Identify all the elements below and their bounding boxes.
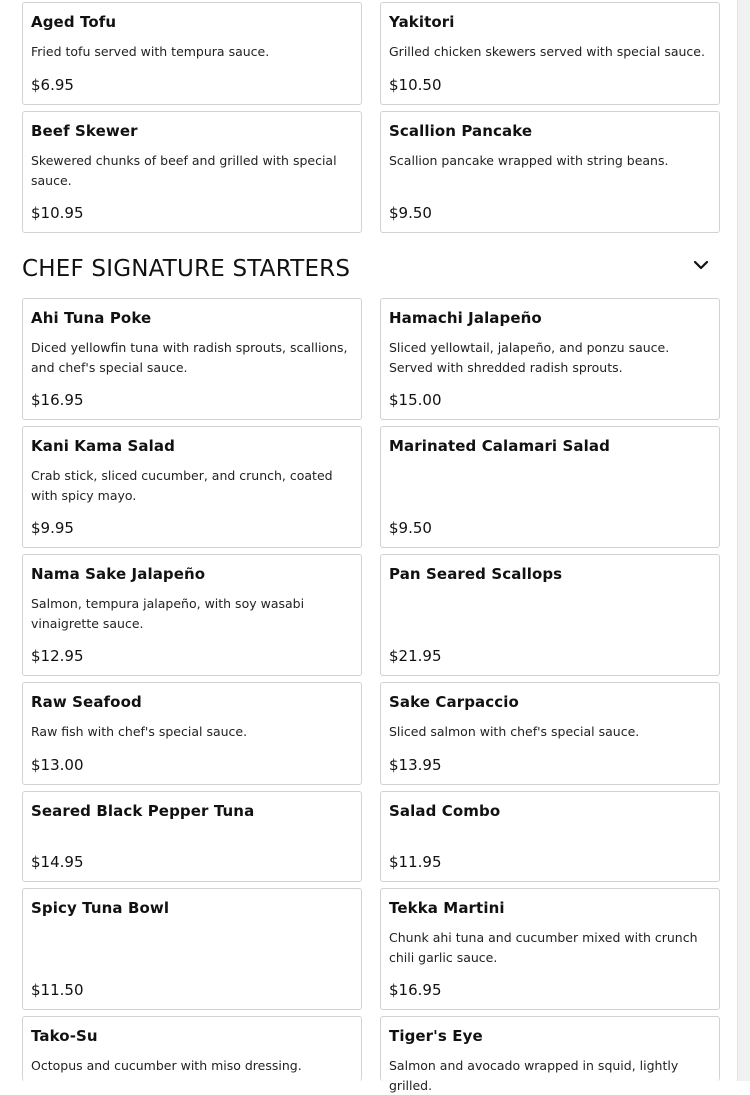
menu-item-description: Sliced salmon with chef's special sauce.	[389, 724, 640, 739]
menu-item-card[interactable]	[380, 1016, 720, 1093]
menu-item-name: Nama Sake Jalapeño	[31, 565, 206, 583]
menu-item-card[interactable]	[380, 791, 720, 882]
menu-item-name: Seared Black Pepper Tuna	[31, 802, 255, 820]
menu-item-description: Salmon, tempura jalapeño, with soy wasabi vinaigrette sauce.	[31, 596, 305, 631]
chevron-down-icon[interactable]	[692, 256, 710, 274]
menu-item-card[interactable]	[22, 682, 362, 785]
menu-item-card[interactable]	[380, 426, 720, 548]
menu-item-name: Aged Tofu	[31, 13, 117, 31]
section-header[interactable]	[22, 252, 720, 286]
menu-item-card[interactable]	[22, 791, 362, 882]
menu-item-name: Tekka Martini	[389, 899, 505, 917]
menu-item-description: Salmon and avocado wrapped in squid, lightly grilled.	[389, 1058, 679, 1093]
menu-item-card[interactable]	[22, 426, 362, 548]
menu-item-card[interactable]	[22, 2, 362, 105]
menu-item-price: $12.95	[31, 647, 84, 665]
menu-item-name: Spicy Tuna Bowl	[31, 899, 170, 917]
menu-item-name: Ahi Tuna Poke	[31, 309, 152, 327]
menu-item-card[interactable]	[22, 1016, 362, 1081]
menu-item-description: Grilled chicken skewers served with special sauce.	[389, 44, 705, 59]
menu-item-name: Hamachi Jalapeño	[389, 309, 542, 327]
menu-item-name: Kani Kama Salad	[31, 437, 175, 455]
menu-item-card[interactable]	[22, 111, 362, 233]
menu-item-description: Diced yellowfin tuna with radish sprouts, scallions, and chef's special sauce.	[31, 340, 348, 375]
section-title: CHEF SIGNATURE STARTERS	[22, 256, 351, 282]
menu-item-card[interactable]	[380, 554, 720, 676]
menu-item-price: $6.95	[31, 76, 74, 94]
menu-item-price: $16.95	[389, 981, 442, 999]
menu-item-description: Sliced yellowtail, jalapeño, and ponzu sauce. Served with shredded radish sprouts.	[389, 340, 670, 375]
menu-item-price: $9.95	[31, 519, 74, 537]
menu-item-name: Tiger's Eye	[389, 1027, 483, 1045]
menu-row	[22, 554, 720, 676]
menu-item-price: $11.95	[389, 853, 442, 871]
menu-item-card[interactable]	[380, 888, 720, 1010]
menu-item-price: $9.50	[389, 204, 432, 222]
menu-item-description: Octopus and cucumber with miso dressing.	[31, 1058, 302, 1073]
menu-item-name: Raw Seafood	[31, 693, 142, 711]
menu-item-description: Skewered chunks of beef and grilled with special sauce.	[31, 153, 337, 188]
menu-item-description: Chunk ahi tuna and cucumber mixed with crunch chili garlic sauce.	[389, 930, 698, 965]
menu-item-card[interactable]	[380, 111, 720, 233]
menu-item-name: Pan Seared Scallops	[389, 565, 563, 583]
menu-item-card[interactable]	[380, 682, 720, 785]
menu-item-price: $10.50	[389, 76, 442, 94]
menu-item-price: $13.95	[389, 756, 442, 774]
menu-item-price: $13.00	[31, 756, 84, 774]
menu-item-price: $14.95	[31, 853, 84, 871]
menu-item-description: Raw fish with chef's special sauce.	[31, 724, 248, 739]
menu-item-name: Marinated Calamari Salad	[389, 437, 610, 455]
menu-row	[22, 111, 720, 233]
menu-item-name: Salad Combo	[389, 802, 501, 820]
menu-item-price: $9.50	[389, 519, 432, 537]
menu-row	[22, 791, 720, 882]
menu-row	[22, 2, 720, 105]
menu-item-price: $11.50	[31, 981, 84, 999]
menu-item-name: Tako-Su	[31, 1027, 98, 1045]
menu-item-price: $16.95	[31, 391, 84, 409]
menu-item-name: Sake Carpaccio	[389, 693, 519, 711]
menu-item-description: Scallion pancake wrapped with string beans.	[389, 153, 669, 168]
menu-item-card[interactable]	[22, 298, 362, 420]
menu-item-name: Scallion Pancake	[389, 122, 533, 140]
menu-item-name: Beef Skewer	[31, 122, 138, 140]
menu-row	[22, 1016, 720, 1093]
menu-item-name: Yakitori	[389, 13, 455, 31]
menu-item-card[interactable]	[380, 298, 720, 420]
menu-row	[22, 426, 720, 548]
menu-row	[22, 298, 720, 420]
menu-item-price: $10.95	[31, 204, 84, 222]
menu-item-description: Crab stick, sliced cucumber, and crunch, coated with spicy mayo.	[31, 468, 333, 503]
scrollbar[interactable]	[737, 0, 750, 1081]
menu-item-card[interactable]	[22, 888, 362, 1010]
menu-item-description: Fried tofu served with tempura sauce.	[31, 44, 270, 59]
menu-row	[22, 888, 720, 1010]
menu-item-price: $21.95	[389, 647, 442, 665]
menu-item-card[interactable]	[22, 554, 362, 676]
menu-item-price: $15.00	[389, 391, 442, 409]
menu-item-card[interactable]	[380, 2, 720, 105]
menu-row	[22, 682, 720, 785]
